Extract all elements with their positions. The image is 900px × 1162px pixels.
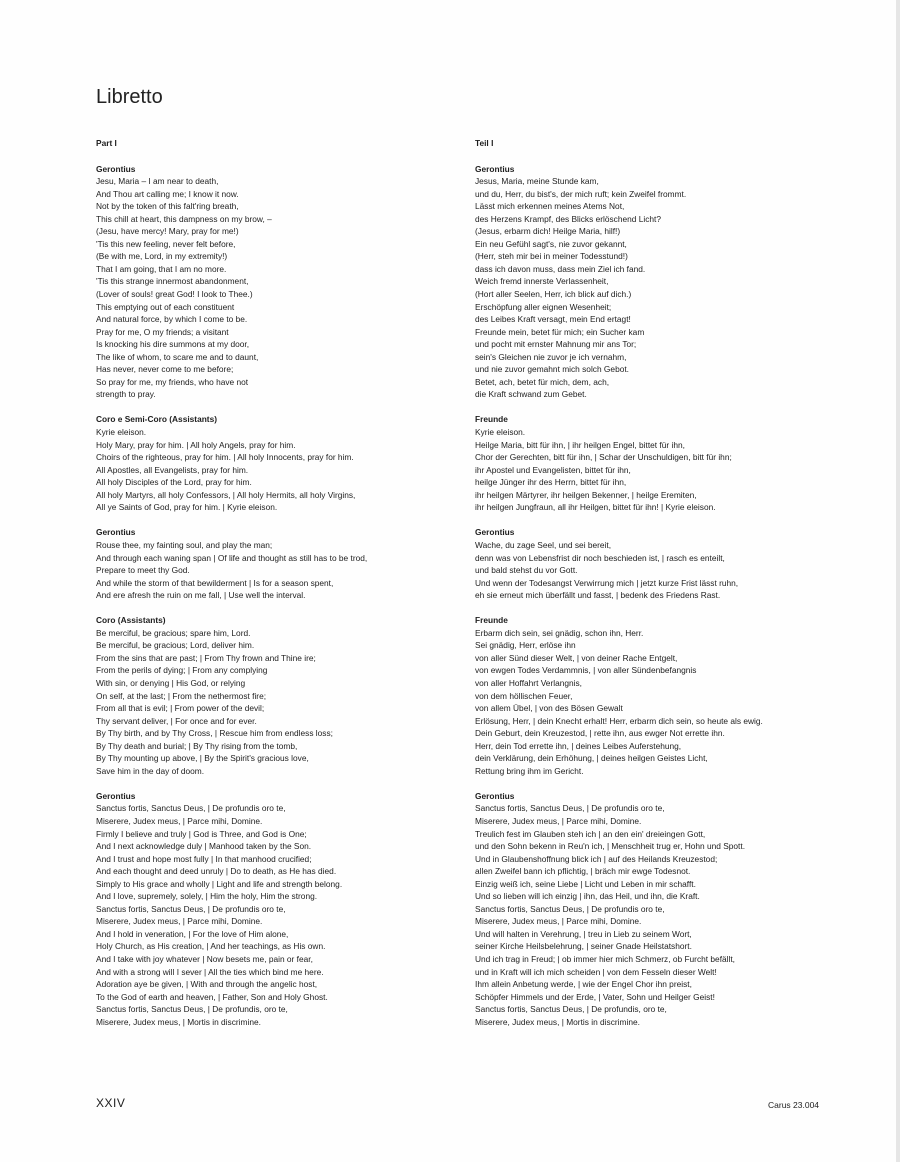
verse-line: von allem Übel, | von des Bösen Gewalt <box>475 703 623 714</box>
speaker-name: Freunde <box>475 615 508 626</box>
speaker-name: Gerontius <box>475 527 515 538</box>
part-heading: Teil I <box>475 138 494 148</box>
speaker-name: Coro (Assistants) <box>96 615 166 626</box>
libretto-section <box>96 163 461 401</box>
verse-line: Wache, du zage Seel, und sei bereit, <box>475 539 612 550</box>
libretto-section <box>96 413 461 513</box>
verse-line: Jesu, Maria – I am near to death, <box>96 176 219 187</box>
verse-line: Lässt mich erkennen meines Atems Not, <box>475 201 625 212</box>
verse-line: Treulich fest im Glauben steh ich | an den ein' dreieingen Gott, <box>475 828 706 839</box>
verse-line: All holy Disciples of the Lord, pray for him. <box>96 477 252 488</box>
verse-line: The like of whom, to scare me and to daunt, <box>96 351 259 362</box>
verse-line: Miserere, Judex meus, | Parce mihi, Domine. <box>96 815 263 826</box>
speaker-name: Coro e Semi-Coro (Assistants) <box>96 414 218 425</box>
verse-line: Heilge Maria, bitt für ihn, | ihr heilgen Engel, bittet für ihn, <box>475 439 685 450</box>
verse-line: Und wenn der Todesangst Verwirrung mich | jetzt kurze Frist lässt ruhn, <box>475 577 739 588</box>
verse-line: Be merciful, be gracious; Lord, deliver him. <box>96 640 255 651</box>
verse-line: Rettung bring ihm im Gericht. <box>475 765 584 776</box>
verse-line: And Thou art calling me; I know it now. <box>96 188 239 199</box>
verse-line: Kyrie eleison. <box>475 427 526 438</box>
verse-line: Betet, ach, betet für mich, dem, ach, <box>475 376 610 387</box>
verse-line: And I love, supremely, solely, | Him the holy, Him the strong. <box>96 891 318 902</box>
verse-line: Weich fremd innerste Verlassenheit, <box>475 276 609 287</box>
verse-line: (Be with me, Lord, in my extremity!) <box>96 251 228 262</box>
verse-line: And with a strong will I sever | All the ties which bind me here. <box>96 966 324 977</box>
verse-line: Firmly I believe and truly | God is Three, and God is One; <box>96 828 307 839</box>
page-number: XXIV <box>96 1096 126 1110</box>
verse-line: Sanctus fortis, Sanctus Deus, | De profundis oro te, <box>475 803 665 814</box>
libretto-section <box>96 790 461 1028</box>
page-title: Libretto <box>96 86 163 108</box>
verse-line: eh sie erneut mich überfällt und fasst, | bedenk des Friedens Rast. <box>475 590 721 601</box>
verse-line: All Apostles, all Evangelists, pray for him. <box>96 464 249 475</box>
part-heading: Part I <box>96 138 117 148</box>
verse-line: Kyrie eleison. <box>96 427 147 438</box>
verse-line: 'Tis this strange innermost abandonment, <box>96 276 249 287</box>
verse-line: Sei gnädig, Herr, erlöse ihn <box>475 640 576 651</box>
verse-line: Be merciful, be gracious; spare him, Lord. <box>96 627 251 638</box>
verse-line: denn was von Lebensfrist dir noch beschieden ist, | rasch es enteilt, <box>475 552 725 563</box>
verse-line: (Jesus, erbarm dich! Heilge Maria, hilf!) <box>475 226 621 237</box>
verse-line: Not by the token of this falt'ring breath, <box>96 201 239 212</box>
verse-line: ihr Apostel und Evangelisten, bittet für ihn, <box>475 464 631 475</box>
verse-line: And each thought and deed unruly | Do to death, as He has died. <box>96 866 337 877</box>
english-column <box>96 137 461 1041</box>
verse-line: Simply to His grace and wholly | Light and life and strength belong. <box>96 878 343 889</box>
verse-line: allen Zweifel bann ich pflichtig, | bräch mir ewge Todesnot. <box>475 866 691 877</box>
verse-line: (Hort aller Seelen, Herr, ich blick auf dich.) <box>475 289 632 300</box>
verse-line: des Leibes Kraft versagt, mein End ertagt! <box>475 314 631 325</box>
verse-line: And while the storm of that bewilderment | Is for a season spent, <box>96 577 334 588</box>
verse-line: von aller Sünd dieser Welt, | von deiner Rache Entgelt, <box>475 652 678 663</box>
catalog-number: Carus 23.004 <box>768 1100 820 1110</box>
verse-line: Sanctus fortis, Sanctus Deus, | De profundis, oro te, <box>96 1004 288 1015</box>
verse-line: From the sins that are past; | From Thy frown and Thine ire; <box>96 652 316 663</box>
verse-line: And I hold in veneration, | For the love of Him alone, <box>96 928 289 939</box>
verse-line: Erlösung, Herr, | dein Knecht erhalt! Herr, erbarm dich sein, so heute als ewig. <box>475 715 763 726</box>
verse-line: 'Tis this new feeling, never felt before, <box>96 238 236 249</box>
verse-line: und du, Herr, du bist's, der mich ruft; kein Zweifel frommt. <box>475 188 687 199</box>
verse-line: Thy servant deliver, | For once and for ever. <box>96 715 257 726</box>
verse-line: Save him in the day of doom. <box>96 765 205 776</box>
verse-line: ihr heilgen Jungfraun, all ihr Heilgen, bittet für ihn! | Kyrie eleison. <box>475 502 716 513</box>
verse-line: This chill at heart, this dampness on my brow, – <box>96 213 272 224</box>
verse-line: Miserere, Judex meus, | Parce mihi, Domine. <box>475 916 642 927</box>
verse-line: Und in Glaubenshoffnung blick ich | auf des Heilands Kreuzestod; <box>475 853 718 864</box>
verse-line: sein's Gleichen nie zuvor je ich vernahm, <box>475 351 627 362</box>
verse-line: Jesus, Maria, meine Stunde kam, <box>475 176 599 187</box>
verse-line: Is knocking his dire summons at my door, <box>96 339 250 350</box>
libretto-section <box>475 413 820 513</box>
verse-line: Holy Mary, pray for him. | All holy Angels, pray for him. <box>96 439 296 450</box>
verse-line: Adoration aye be given, | With and through the angelic host, <box>96 979 318 990</box>
verse-line: Rouse thee, my fainting soul, and play the man; <box>96 539 273 550</box>
verse-line: Einzig weiß ich, seine Liebe | Licht und Leben in mir schafft. <box>475 878 696 889</box>
speaker-name: Gerontius <box>96 527 136 538</box>
verse-line: (Lover of souls! great God! I look to Thee.) <box>96 289 253 300</box>
speaker-name: Gerontius <box>96 790 136 801</box>
verse-line: Holy Church, as His creation, | And her teachings, as His own. <box>96 941 326 952</box>
verse-line: (Herr, steh mir bei in meiner Todesstund!) <box>475 251 628 262</box>
verse-line: And I take with joy whatever | Now besets me, pain or fear, <box>96 954 313 964</box>
verse-line: Pray for me, O my friends; a visitant <box>96 326 229 337</box>
verse-line: From the perils of dying; | From any complying <box>96 665 268 676</box>
speaker-name: Gerontius <box>475 163 515 174</box>
verse-line: Erschöpfung aller eignen Wesenheit; <box>475 301 612 312</box>
verse-line: von ewgen Todes Verdammnis, | von aller Sündenbefangnis <box>475 665 697 676</box>
verse-line: seiner Kirche Heilsbelehrung, | seiner Gnade Heilstatshort. <box>475 941 692 952</box>
verse-line: von aller Hoffahrt Verlangnis, <box>475 677 582 688</box>
speaker-name: Freunde <box>475 414 508 425</box>
verse-line: Schöpfer Himmels und der Erde, | Vater, Sohn und Heilger Geist! <box>475 991 715 1002</box>
verse-line: Sanctus fortis, Sanctus Deus, | De profundis oro te, <box>96 903 286 914</box>
verse-line: With sin, or denying | His God, or relying <box>96 677 246 688</box>
verse-line: Und ich trag in Freud; | ob immer hier mich Schmerz, ob Furcht befällt, <box>475 954 735 964</box>
verse-line: Miserere, Judex meus, | Parce mihi, Domine. <box>96 916 263 927</box>
verse-line: und den Sohn bekenn in Reu'n ich, | Menschheit trug er, Hohn und Spott. <box>475 841 746 852</box>
verse-line: Ihm allein Anbetung werde, | wie der Engel Chor ihn preist, <box>475 979 692 990</box>
verse-line: Miserere, Judex meus, | Mortis in discrimine. <box>475 1016 640 1027</box>
verse-line: All ye Saints of God, pray for him. | Kyrie eleison. <box>96 502 278 513</box>
verse-line: This emptying out of each constituent <box>96 301 235 312</box>
verse-line: Sanctus fortis, Sanctus Deus, | De profundis oro te, <box>96 803 286 814</box>
libretto-section <box>96 526 461 601</box>
verse-line: Miserere, Judex meus, | Parce mihi, Domine. <box>475 815 642 826</box>
verse-line: By Thy mounting up above, | By the Spirit's gracious love, <box>96 753 309 764</box>
verse-line: des Herzens Krampf, des Blicks erlöschend Licht? <box>475 213 661 224</box>
verse-line: Miserere, Judex meus, | Mortis in discrimine. <box>96 1016 261 1027</box>
verse-line: Erbarm dich sein, sei gnädig, schon ihn, Herr. <box>475 627 644 638</box>
verse-line: ihr heilgen Märtyrer, ihr heilgen Bekenner, | heilge Eremiten, <box>475 489 697 500</box>
speaker-name: Gerontius <box>96 163 136 174</box>
verse-line: On self, at the last; | From the nethermost fire; <box>96 690 267 701</box>
verse-line: dass ich davon muss, dass mein Ziel ich fand. <box>475 263 646 274</box>
verse-line: And ere afresh the ruin on me fall, | Use well the interval. <box>96 590 306 601</box>
speaker-name: Gerontius <box>475 790 515 801</box>
verse-line: Dein Geburt, dein Kreuzestod, | rette ihn, aus ewger Not errette ihn. <box>475 728 725 739</box>
verse-line: And through each waning span | Of life and thought as still has to be trod, <box>96 552 368 563</box>
libretto-section <box>475 614 820 777</box>
verse-line: die Kraft schwand zum Gebet. <box>475 389 587 400</box>
verse-line: And natural force, by which I come to be. <box>96 314 248 325</box>
verse-line: strength to pray. <box>96 389 156 400</box>
verse-line: Freunde mein, betet für mich; ein Sucher kam <box>475 326 645 337</box>
verse-line: Has never, never come to me before; <box>96 364 234 375</box>
verse-line: By Thy death and burial; | By Thy rising from the tomb, <box>96 740 298 751</box>
verse-line: And I trust and hope most fully | In that manhood crucified; <box>96 853 312 864</box>
libretto-section <box>475 526 820 601</box>
verse-line: Und so lieben will ich einzig | ihn, das Heil, und ihn, die Kraft. <box>475 891 700 902</box>
verse-line: So pray for me, my friends, who have not <box>96 376 249 387</box>
libretto-section <box>475 790 820 1028</box>
verse-line: Sanctus fortis, Sanctus Deus, | De profundis oro te, <box>475 903 665 914</box>
verse-line: Herr, dein Tod errette ihn, | deines Leibes Auferstehung, <box>475 740 682 751</box>
verse-line: That I am going, that I am no more. <box>96 263 227 274</box>
verse-line: dein Verklärung, dein Erhöhung, | deines heilgen Geistes Licht, <box>475 753 708 764</box>
verse-line: From all that is evil; | From power of the devil; <box>96 703 265 714</box>
verse-line: von dem höllischen Feuer, <box>475 690 573 701</box>
verse-line: Und will halten in Verehrung, | treu in Lieb zu seinem Wort, <box>475 928 692 939</box>
verse-line: And I next acknowledge duly | Manhood taken by the Son. <box>96 841 312 852</box>
verse-line: Prepare to meet thy God. <box>96 565 190 576</box>
libretto-section <box>96 614 461 777</box>
libretto-section <box>475 163 820 401</box>
verse-line: und nie zuvor gemahnt mich solch Gebot. <box>475 364 629 375</box>
verse-line: All holy Martyrs, all holy Confessors, | All holy Hermits, all holy Virgins, <box>96 489 356 500</box>
verse-line: Sanctus fortis, Sanctus Deus, | De profundis, oro te, <box>475 1004 667 1015</box>
verse-line: und in Kraft will ich mich scheiden | von dem Fesseln dieser Welt! <box>475 966 717 977</box>
verse-line: Ein neu Gefühl sagt's, nie zuvor gekannt, <box>475 238 627 249</box>
verse-line: Chor der Gerechten, bitt für ihn, | Schar der Unschuldigen, bitt für ihn; <box>475 452 732 463</box>
verse-line: und pocht mit ernster Mahnung mir ans Tor; <box>475 339 637 350</box>
verse-line: By Thy birth, and by Thy Cross, | Rescue him from endless loss; <box>96 728 333 739</box>
verse-line: heilge Jünger ihr des Herrn, bittet für ihn, <box>475 477 627 488</box>
german-column <box>475 137 820 1041</box>
verse-line: (Jesu, have mercy! Mary, pray for me!) <box>96 226 239 237</box>
verse-line: To the God of earth and heaven, | Father, Son and Holy Ghost. <box>96 991 328 1002</box>
verse-line: und bald stehst du vor Gott. <box>475 565 578 576</box>
verse-line: Choirs of the righteous, pray for him. | All holy Innocents, pray for him. <box>96 452 354 463</box>
page-edge <box>896 0 900 1162</box>
